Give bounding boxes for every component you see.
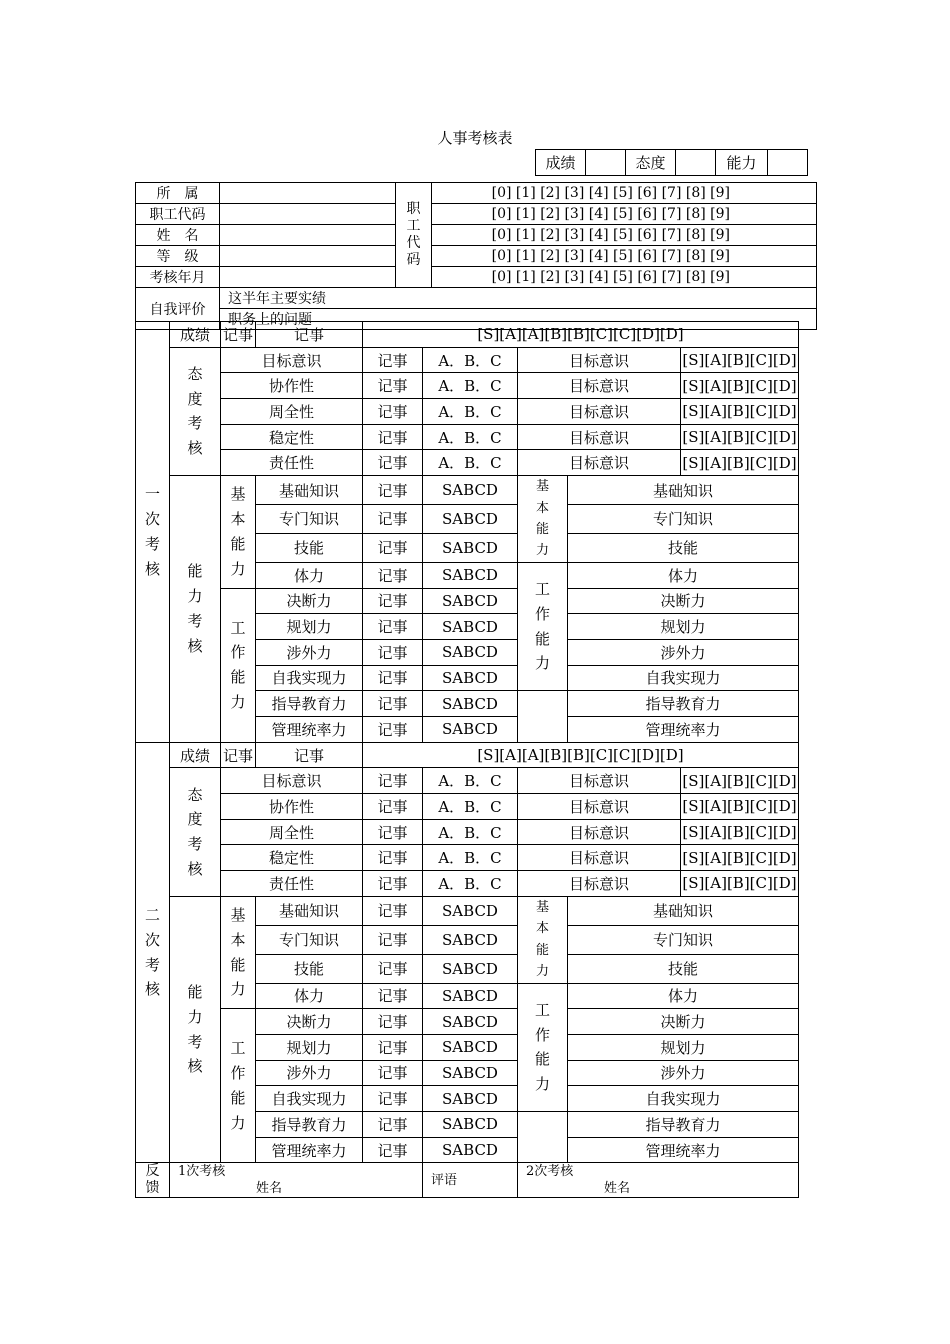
digit-row[interactable]: [0] [1] [2] [3] [4] [5] [6] [7] [8] [9] [432,204,817,225]
ability-item: 基础知识 [256,476,363,505]
basic-ability-label [221,896,256,1008]
attitude-item: 周全性 [221,399,363,425]
record-label: 记事 [363,562,423,588]
ability-item: 技能 [256,533,363,562]
info-field[interactable] [220,225,396,246]
attitude-eval-item: 目标意识 [518,450,681,476]
section-label [136,742,170,1163]
abc-options[interactable]: A．B．C [423,819,518,845]
attitude-exam-label-char: 核 [187,439,203,458]
ability-eval-item: 涉外力 [568,1060,799,1086]
info-label: 所 属 [136,183,220,204]
attitude-item: 责任性 [221,450,363,476]
abc-options[interactable]: A．B．C [423,794,518,820]
section-label-char: 考 [144,534,160,553]
employee-info-table [135,182,817,330]
record-label: 记事 [363,614,423,640]
record-label: 记事 [363,424,423,450]
summary-attitude-label: 态度 [626,150,676,176]
record-label: 记事 [363,533,423,562]
work-ability-label-right-char: 作 [534,1025,550,1044]
ability-eval-item: 基础知识 [568,896,799,925]
work-ability-label-right-char: 作 [534,604,550,623]
work-ability-label-char: 力 [230,692,246,711]
sabcd-options[interactable]: SABCD [423,562,518,588]
ability-eval-item: 自我实现力 [568,665,799,691]
ability-eval-item: 技能 [568,954,799,983]
basic-ability-label-char: 力 [230,559,246,578]
first-feedback-title: 1次考核 [178,1164,226,1180]
attitude-eval-item: 目标意识 [518,424,681,450]
abc-options[interactable]: A．B．C [423,845,518,871]
basic-ability-label-right-char: 基 [535,899,549,915]
grade-options[interactable]: [S][A][B][C][D] [681,347,799,373]
attitude-eval-item: 目标意识 [518,399,681,425]
grade-options[interactable]: [S][A][B][C][D] [681,819,799,845]
code-char: 码 [406,251,421,268]
record-label: 记事 [363,505,423,534]
grade-options[interactable]: [S][A][B][C][D] [681,768,799,794]
ability-eval-item: 决断力 [568,1009,799,1035]
sabcd-options[interactable]: SABCD [423,1034,518,1060]
ability-eval-item: 指导教育力 [568,1112,799,1138]
sabcd-options[interactable]: SABCD [423,925,518,954]
sabcd-options[interactable]: SABCD [423,614,518,640]
record-label: 记事 [363,925,423,954]
ability-item: 涉外力 [256,1060,363,1086]
ability-item: 管理统率力 [256,1137,363,1163]
grade-options[interactable]: [S][A][B][C][D] [681,373,799,399]
ability-eval-item: 管理统率力 [568,717,799,743]
section-label-char: 核 [144,559,160,578]
attitude-eval-item: 目标意识 [518,794,681,820]
ability-item: 基础知识 [256,896,363,925]
score-record-label: 记事 [221,742,256,768]
abc-options[interactable]: A．B．C [423,373,518,399]
ability-eval-item: 决断力 [568,588,799,614]
digit-row[interactable]: [0] [1] [2] [3] [4] [5] [6] [7] [8] [9] [432,246,817,267]
ability-item: 自我实现力 [256,1086,363,1112]
attitude-eval-item: 目标意识 [518,871,681,897]
sabcd-options[interactable]: SABCD [423,665,518,691]
abc-options[interactable]: A．B．C [423,347,518,373]
score-label: 成绩 [170,742,221,768]
work-ability-label-right [518,562,568,690]
sabcd-options[interactable]: SABCD [423,1137,518,1163]
code-char: 工 [406,218,421,235]
abc-options[interactable]: A．B．C [423,399,518,425]
feedback-label [136,1163,170,1198]
work-ability-label-right-char: 能 [534,629,550,648]
sabcd-options[interactable]: SABCD [423,717,518,743]
basic-ability-label-right-char: 力 [535,543,549,559]
record-label: 记事 [363,1112,423,1138]
ability-item: 专门知识 [256,505,363,534]
basic-ability-label-right-char: 本 [535,921,549,937]
ability-exam-label-char: 力 [187,587,203,606]
ability-exam-label-char: 核 [187,636,203,655]
attitude-item: 目标意识 [221,347,363,373]
record-label: 记事 [363,588,423,614]
abc-options[interactable]: A．B．C [423,450,518,476]
record-label: 记事 [363,794,423,820]
info-field[interactable] [220,246,396,267]
basic-ability-label-right-char: 能 [535,942,549,958]
work-ability-label-char: 作 [230,1064,246,1083]
first-comment[interactable] [423,1163,518,1198]
digit-row[interactable]: [0] [1] [2] [3] [4] [5] [6] [7] [8] [9] [432,183,817,204]
ability-eval-item: 专门知识 [568,925,799,954]
attitude-eval-item: 目标意识 [518,819,681,845]
section-label-char: 核 [144,980,160,999]
first-comment-label: 评语 [431,1172,458,1188]
work-ability-label-right-char: 力 [534,1075,550,1094]
info-label: 考核年月 [136,267,220,288]
sabcd-options[interactable]: SABCD [423,954,518,983]
form-title: 人事考核表 [437,129,513,147]
ability-item: 专门知识 [256,925,363,954]
sabcd-options[interactable]: SABCD [423,588,518,614]
summary-ability-label: 能力 [716,150,768,176]
attitude-item: 稳定性 [221,845,363,871]
sabcd-options[interactable]: SABCD [423,476,518,505]
ability-eval-item: 管理统率力 [568,1137,799,1163]
attitude-eval-item: 目标意识 [518,373,681,399]
attitude-item: 目标意识 [221,768,363,794]
section-label [136,322,170,743]
attitude-item: 责任性 [221,871,363,897]
ability-exam-label-char: 考 [187,1032,203,1051]
abc-options[interactable]: A．B．C [423,871,518,897]
record-label: 记事 [363,1009,423,1035]
ability-exam-label-char: 考 [187,611,203,630]
attitude-item: 协作性 [221,794,363,820]
ability-exam-label-char: 能 [187,562,203,581]
first-feedback[interactable] [170,1163,423,1198]
basic-ability-label-right-char: 能 [535,522,549,537]
record-label: 记事 [363,639,423,665]
work-ability-label [221,588,256,742]
attitude-exam-label-char: 考 [187,414,203,433]
code-char: 代 [406,235,421,251]
record-label: 记事 [363,954,423,983]
attitude-exam-label-char: 度 [187,389,203,408]
summary-table [535,149,808,176]
attitude-eval-item: 目标意识 [518,845,681,871]
ability-item: 体力 [256,562,363,588]
work-ability-label-char: 能 [230,1088,246,1107]
score-grade[interactable]: [S][A][A][B][B][C][C][D][D] [363,742,799,768]
feedback-label-char: 反 [145,1163,160,1180]
score-grade[interactable]: [S][A][A][B][B][C][C][D][D] [363,322,799,348]
info-label: 等 级 [136,246,220,267]
digit-row[interactable]: [0] [1] [2] [3] [4] [5] [6] [7] [8] [9] [432,267,817,288]
ability-eval-item: 专门知识 [568,505,799,534]
attitude-exam-label-char: 核 [187,859,203,878]
sabcd-options[interactable]: SABCD [423,896,518,925]
second-feedback-name: 姓名 [604,1181,631,1197]
grade-options[interactable]: [S][A][B][C][D] [681,450,799,476]
second-feedback[interactable] [518,1163,799,1198]
ability-eval-item: 规划力 [568,614,799,640]
basic-ability-label-char: 能 [230,534,246,553]
record-label: 记事 [363,717,423,743]
ability-item: 体力 [256,983,363,1009]
attitude-exam-label-char: 度 [187,810,203,829]
summary-score-label: 成绩 [536,150,586,176]
record-label: 记事 [363,845,423,871]
ability-eval-item: 指导教育力 [568,691,799,717]
attitude-eval-item: 目标意识 [518,347,681,373]
work-ability-label-char: 能 [230,668,246,687]
record-label: 记事 [363,450,423,476]
sabcd-options[interactable]: SABCD [423,505,518,534]
work-ability-label-right-char: 工 [534,1000,550,1019]
ability-item: 规划力 [256,1034,363,1060]
sabcd-options[interactable]: SABCD [423,1009,518,1035]
sabcd-options[interactable]: SABCD [423,1112,518,1138]
record-label: 记事 [363,691,423,717]
record-label: 记事 [363,1137,423,1163]
sabcd-options[interactable]: SABCD [423,1060,518,1086]
ability-item: 技能 [256,954,363,983]
sabcd-options[interactable]: SABCD [423,1086,518,1112]
work-ability-label-char: 工 [230,1039,246,1058]
grade-options[interactable]: [S][A][B][C][D] [681,845,799,871]
basic-ability-label-char: 力 [230,980,246,999]
work-ability-label-char: 力 [230,1113,246,1132]
info-field[interactable] [220,204,396,225]
grade-options[interactable]: [S][A][B][C][D] [681,424,799,450]
work-ability-label-right-char: 工 [534,580,550,599]
attitude-exam-label [170,347,221,475]
sabcd-options[interactable]: SABCD [423,533,518,562]
attitude-exam-label-char: 态 [187,364,203,383]
second-feedback-title: 2次考核 [526,1164,574,1180]
sabcd-options[interactable]: SABCD [423,983,518,1009]
ability-exam-label [170,896,221,1163]
record-label: 记事 [256,322,363,348]
ability-eval-item: 基础知识 [568,476,799,505]
basic-ability-label-right-char: 本 [535,500,549,516]
section-label-char: 次 [144,510,160,529]
abc-options[interactable]: A．B．C [423,768,518,794]
feedback-label-char: 馈 [145,1180,160,1197]
work-ability-label-right [518,983,568,1111]
digit-row[interactable]: [0] [1] [2] [3] [4] [5] [6] [7] [8] [9] [432,225,817,246]
record-label: 记事 [363,476,423,505]
score-record-label: 记事 [221,322,256,348]
ability-exam-label-char: 能 [187,983,203,1002]
ability-exam-label-char: 核 [187,1057,203,1076]
employee-code-label [396,183,432,288]
record-label: 记事 [363,399,423,425]
ability-eval-item: 自我实现力 [568,1086,799,1112]
attitude-exam-label [170,768,221,896]
basic-ability-label-char: 本 [230,930,246,949]
record-label: 记事 [363,1034,423,1060]
basic-ability-label-right [518,476,568,563]
record-label: 记事 [363,768,423,794]
record-label: 记事 [363,1060,423,1086]
grade-options[interactable]: [S][A][B][C][D] [681,871,799,897]
first-feedback-name: 姓名 [256,1181,283,1197]
ability-item: 指导教育力 [256,1112,363,1138]
work-ability-label [221,1009,256,1163]
summary-score-field[interactable] [586,150,626,176]
blank-cell [518,691,568,742]
sabcd-options[interactable]: SABCD [423,691,518,717]
basic-ability-label-char: 基 [230,906,246,925]
ability-eval-item: 体力 [568,983,799,1009]
info-field[interactable] [220,267,396,288]
ability-item: 指导教育力 [256,691,363,717]
ability-exam-label [170,476,221,743]
ability-item: 自我实现力 [256,665,363,691]
ability-eval-item: 体力 [568,562,799,588]
work-ability-label-right-char: 能 [534,1050,550,1069]
self-eval-label: 自我评价 [136,288,220,330]
code-char: 职 [406,201,421,218]
record-label: 记事 [363,871,423,897]
attitude-exam-label-char: 态 [187,785,203,804]
info-label: 职工代码 [136,204,220,225]
ability-item: 决断力 [256,1009,363,1035]
section-label-char: 一 [144,485,160,504]
sabcd-options[interactable]: SABCD [423,639,518,665]
record-label: 记事 [363,819,423,845]
section-label-char: 二 [144,906,160,925]
basic-ability-label-right-char: 基 [535,479,549,495]
grade-options[interactable]: [S][A][B][C][D] [681,399,799,425]
ability-exam-label-char: 力 [187,1007,203,1026]
score-label: 成绩 [170,322,221,348]
ability-item: 管理统率力 [256,717,363,743]
record-label: 记事 [363,896,423,925]
ability-item: 决断力 [256,588,363,614]
record-label: 记事 [363,347,423,373]
attitude-item: 周全性 [221,819,363,845]
ability-eval-item: 技能 [568,533,799,562]
work-ability-label-char: 作 [230,643,246,662]
attitude-item: 稳定性 [221,424,363,450]
record-label: 记事 [363,983,423,1009]
summary-attitude-field[interactable] [676,150,716,176]
section-label-char: 次 [144,930,160,949]
ability-eval-item: 规划力 [568,1034,799,1060]
achievement-field[interactable]: 这半年主要实绩 [220,288,817,309]
work-ability-label-char: 工 [230,618,246,637]
record-label: 记事 [363,373,423,399]
blank-cell [518,1112,568,1163]
basic-ability-label-char: 基 [230,485,246,504]
info-field[interactable] [220,183,396,204]
summary-ability-field[interactable] [768,150,808,176]
section-label-char: 考 [144,955,160,974]
attitude-eval-item: 目标意识 [518,768,681,794]
record-label: 记事 [363,1086,423,1112]
ability-item: 规划力 [256,614,363,640]
basic-ability-label-char: 能 [230,955,246,974]
work-ability-label-right-char: 力 [534,654,550,673]
assessment-table [135,321,799,1198]
info-label: 姓 名 [136,225,220,246]
abc-options[interactable]: A．B．C [423,424,518,450]
basic-ability-label-char: 本 [230,510,246,529]
basic-ability-label-right-char: 力 [535,964,549,980]
problems-field[interactable]: 职务上的问题 [220,309,817,330]
ability-item: 涉外力 [256,639,363,665]
ability-eval-item: 涉外力 [568,639,799,665]
attitude-item: 协作性 [221,373,363,399]
record-label: 记事 [363,665,423,691]
basic-ability-label [221,476,256,588]
grade-options[interactable]: [S][A][B][C][D] [681,794,799,820]
record-label: 记事 [256,742,363,768]
basic-ability-label-right [518,896,568,983]
attitude-exam-label-char: 考 [187,835,203,854]
